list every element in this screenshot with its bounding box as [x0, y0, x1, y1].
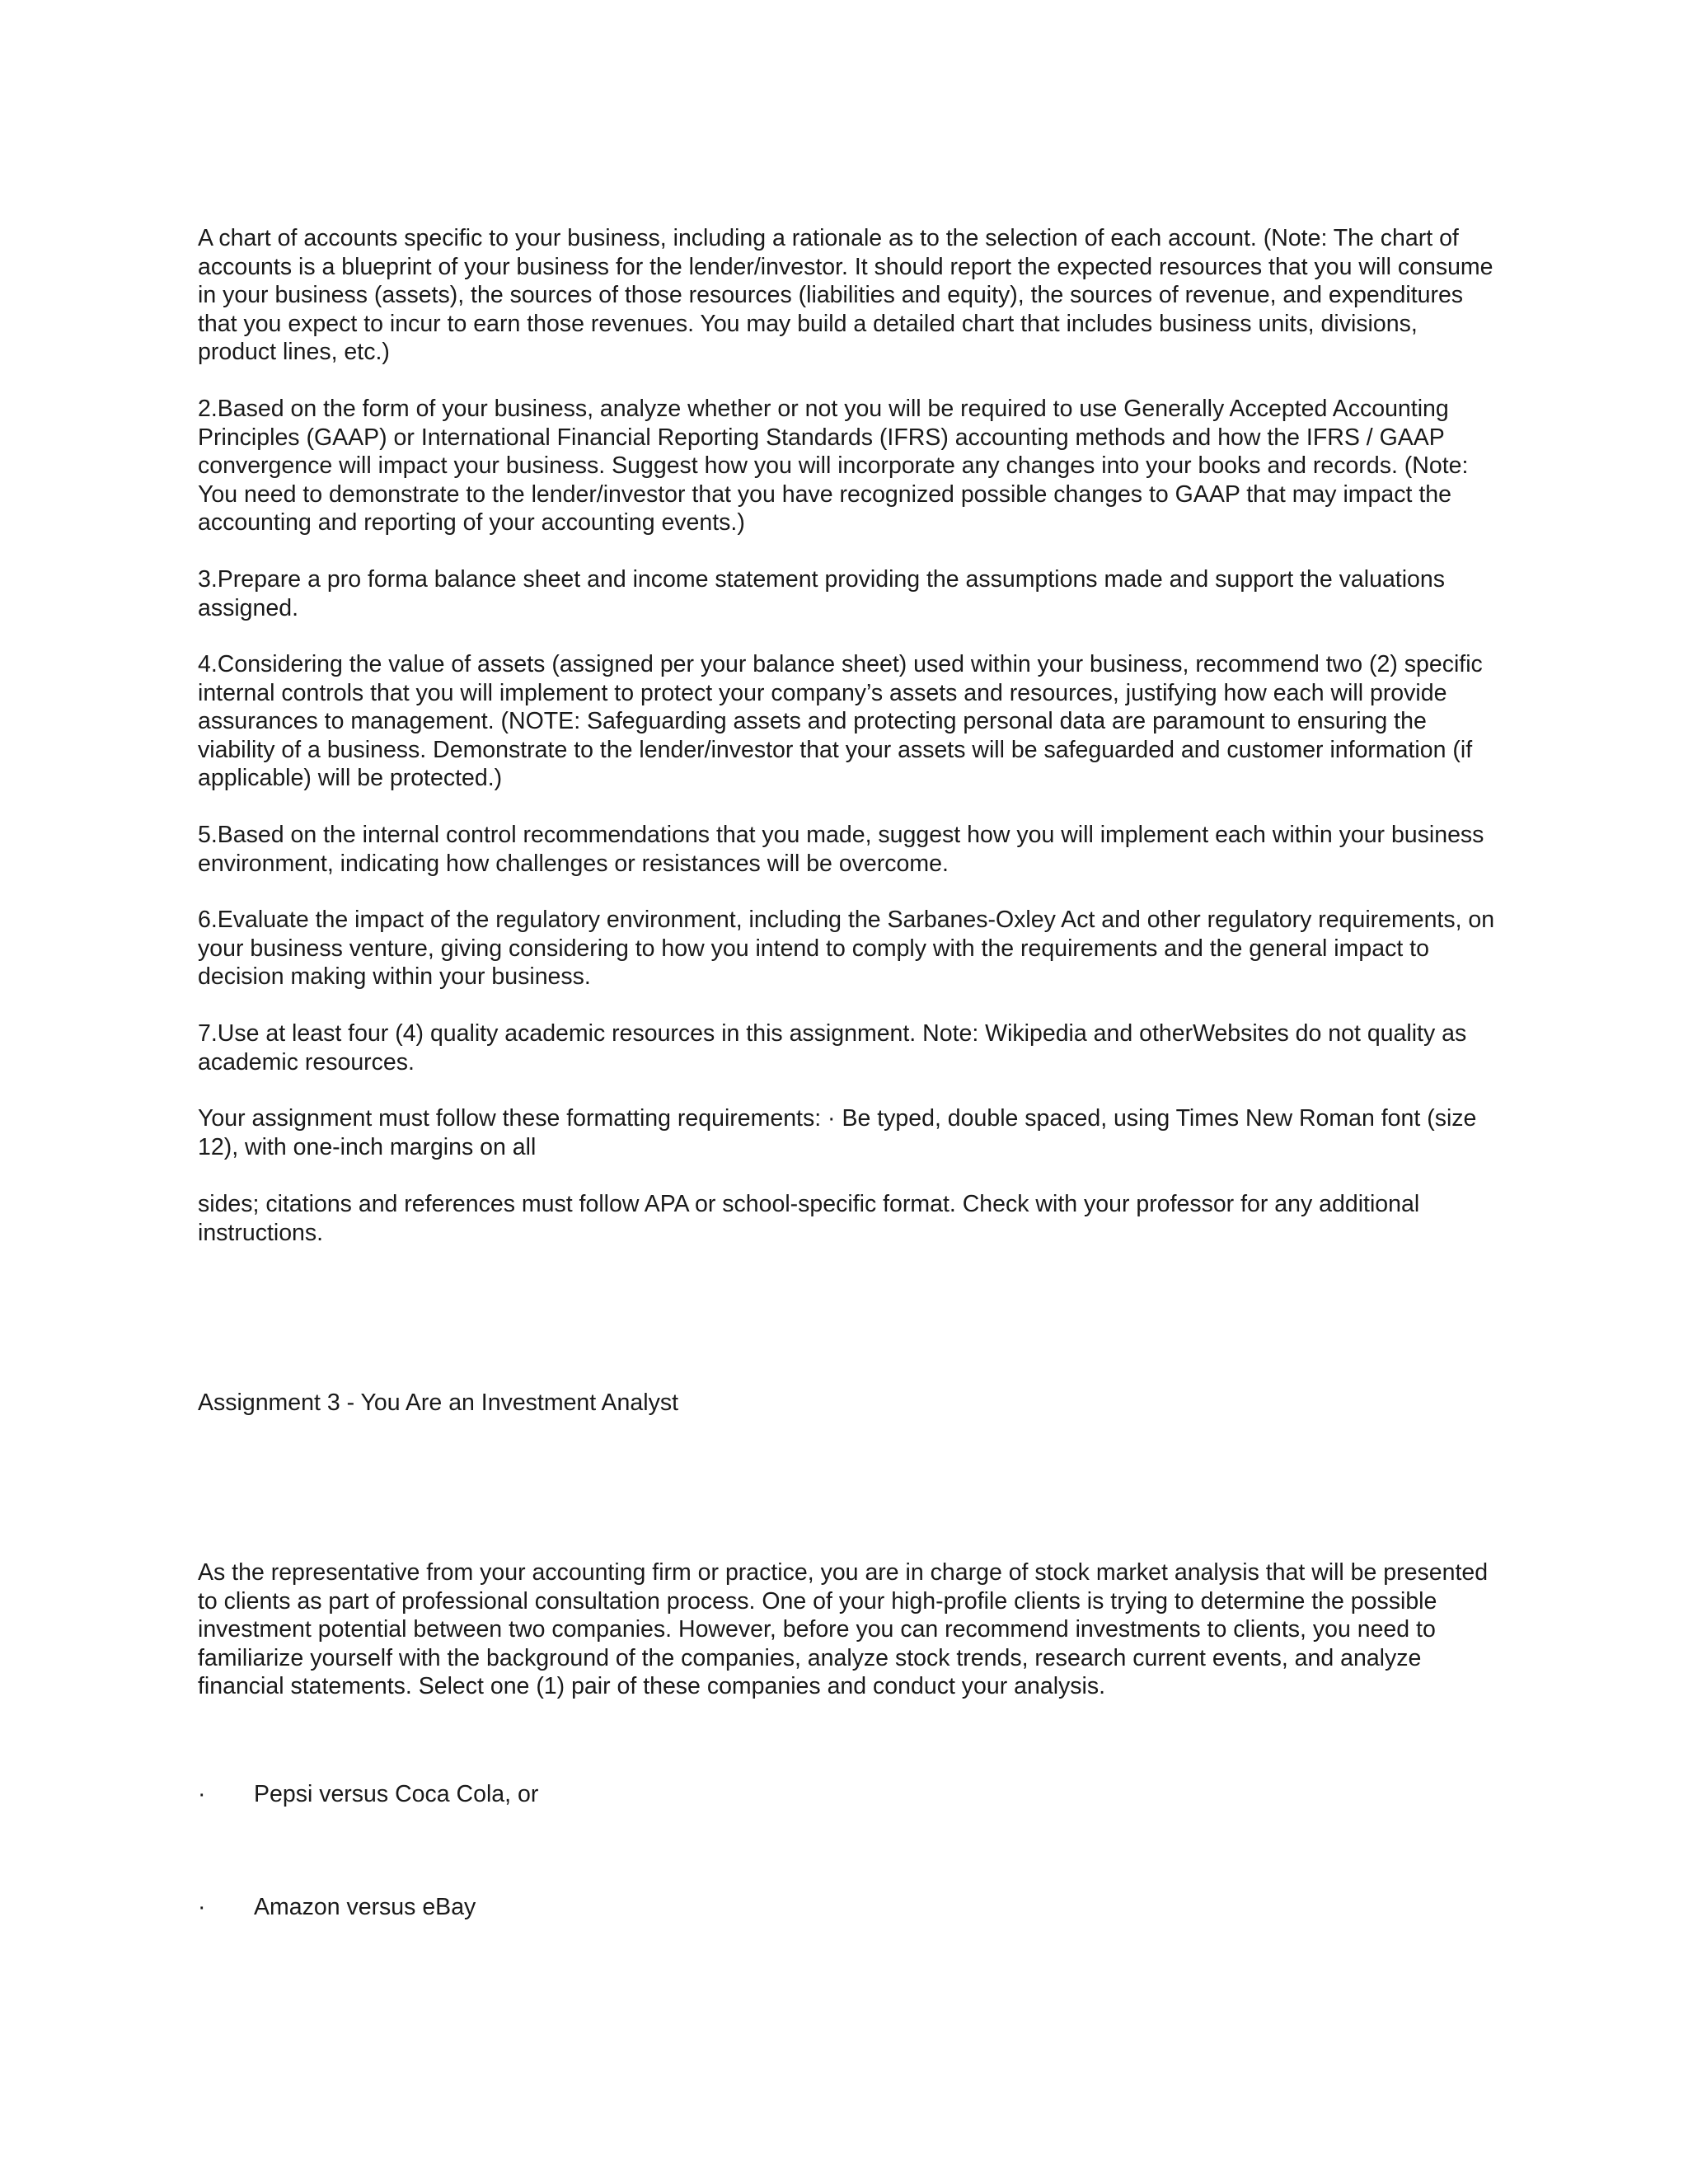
company-pair-pepsi-coca-cola: Pepsi versus Coca Cola, or [254, 1781, 539, 1807]
bullet-dot-icon: · [198, 1894, 206, 1920]
item-5-paragraph: 5.Based on the internal control recommendations that you made, suggest how you will implement each within your business environment, indicating how challenges or resistances will be overcome. [198, 822, 1484, 877]
formatting-requirements-paragraph: Your assignment must follow these formatting requirements: · Be typed, double spaced, using Times New Roman font (size 12), with one-inch margins on all [198, 1105, 1477, 1160]
item-3-paragraph: 3.Prepare a pro forma balance sheet and income statement providing the assumptions made and support the valuations assigned. [198, 566, 1445, 621]
item-7-paragraph: 7.Use at least four (4) quality academic resources in this assignment. Note: Wikipedia and otherWebsites do not quality as academic resources. [198, 1020, 1467, 1076]
item-2-paragraph: 2.Based on the form of your business, analyze whether or not you will be required to use Generally Accepted Accounting Principles (GAAP) or International Financial Reporting Standards (IFRS) accounting methods and how the IFRS / GAAP convergence will impact your business. Suggest how you will incorporate any changes into your books and records. (Note: You need to demonstrate to the lender/investor that you have recognized possible changes to GAAP that may impact the accounting and reporting of your accounting events.) [198, 396, 1469, 537]
assignment-title: Assignment 3 - You Are an Investment Analyst [198, 1390, 679, 1416]
chart-of-accounts-paragraph: A chart of accounts specific to your business, including a rationale as to the selection of each account. (Note: The chart of accounts is a blueprint of your business for the lender/investor. It should report the expected resources that you will consume in your business (assets), the sources of those resources (liabilities and equity), the sources of revenue, and expenditures that you expect to incur to earn those revenues. You may build a detailed chart that includes business units, divisions, product lines, etc.) [198, 225, 1493, 366]
company-pair-amazon-ebay: Amazon versus eBay [254, 1894, 476, 1920]
formatting-requirements-continued-paragraph: sides; citations and references must follow APA or school-specific format. Check with your professor for any additional instructions. [198, 1191, 1420, 1246]
item-4-paragraph: 4.Considering the value of assets (assigned per your balance sheet) used within your business, recommend two (2) specific internal controls that you will implement to protect your company’s assets and resources, justifying how each will provide assurances to management. (NOTE: Safeguarding assets and protecting personal data are paramount to ensuring the viability of a business. Demonstrate to the lender/investor that your assets will be safeguarded and customer information (if applicable) will be protected.) [198, 651, 1483, 792]
intro-paragraph: As the representative from your accounting firm or practice, you are in charge of stock market analysis that will be presented to clients as part of professional consultation process. One of your high-profile clients is trying to determine the possible investment potential between two companies. However, before you can recommend investments to clients, you need to familiarize yourself with the background of the companies, analyze stock trends, research current events, and analyze financial statements. Select one (1) pair of these companies and conduct your analysis. [198, 1559, 1489, 1700]
item-6-paragraph: 6.Evaluate the impact of the regulatory environment, including the Sarbanes-Oxley Act and other regulatory requirements, on your business venture, giving considering to how you intend to comply with the requirements and the general impact to decision making within your business. [198, 907, 1495, 991]
bullet-dot-icon: · [198, 1781, 206, 1807]
